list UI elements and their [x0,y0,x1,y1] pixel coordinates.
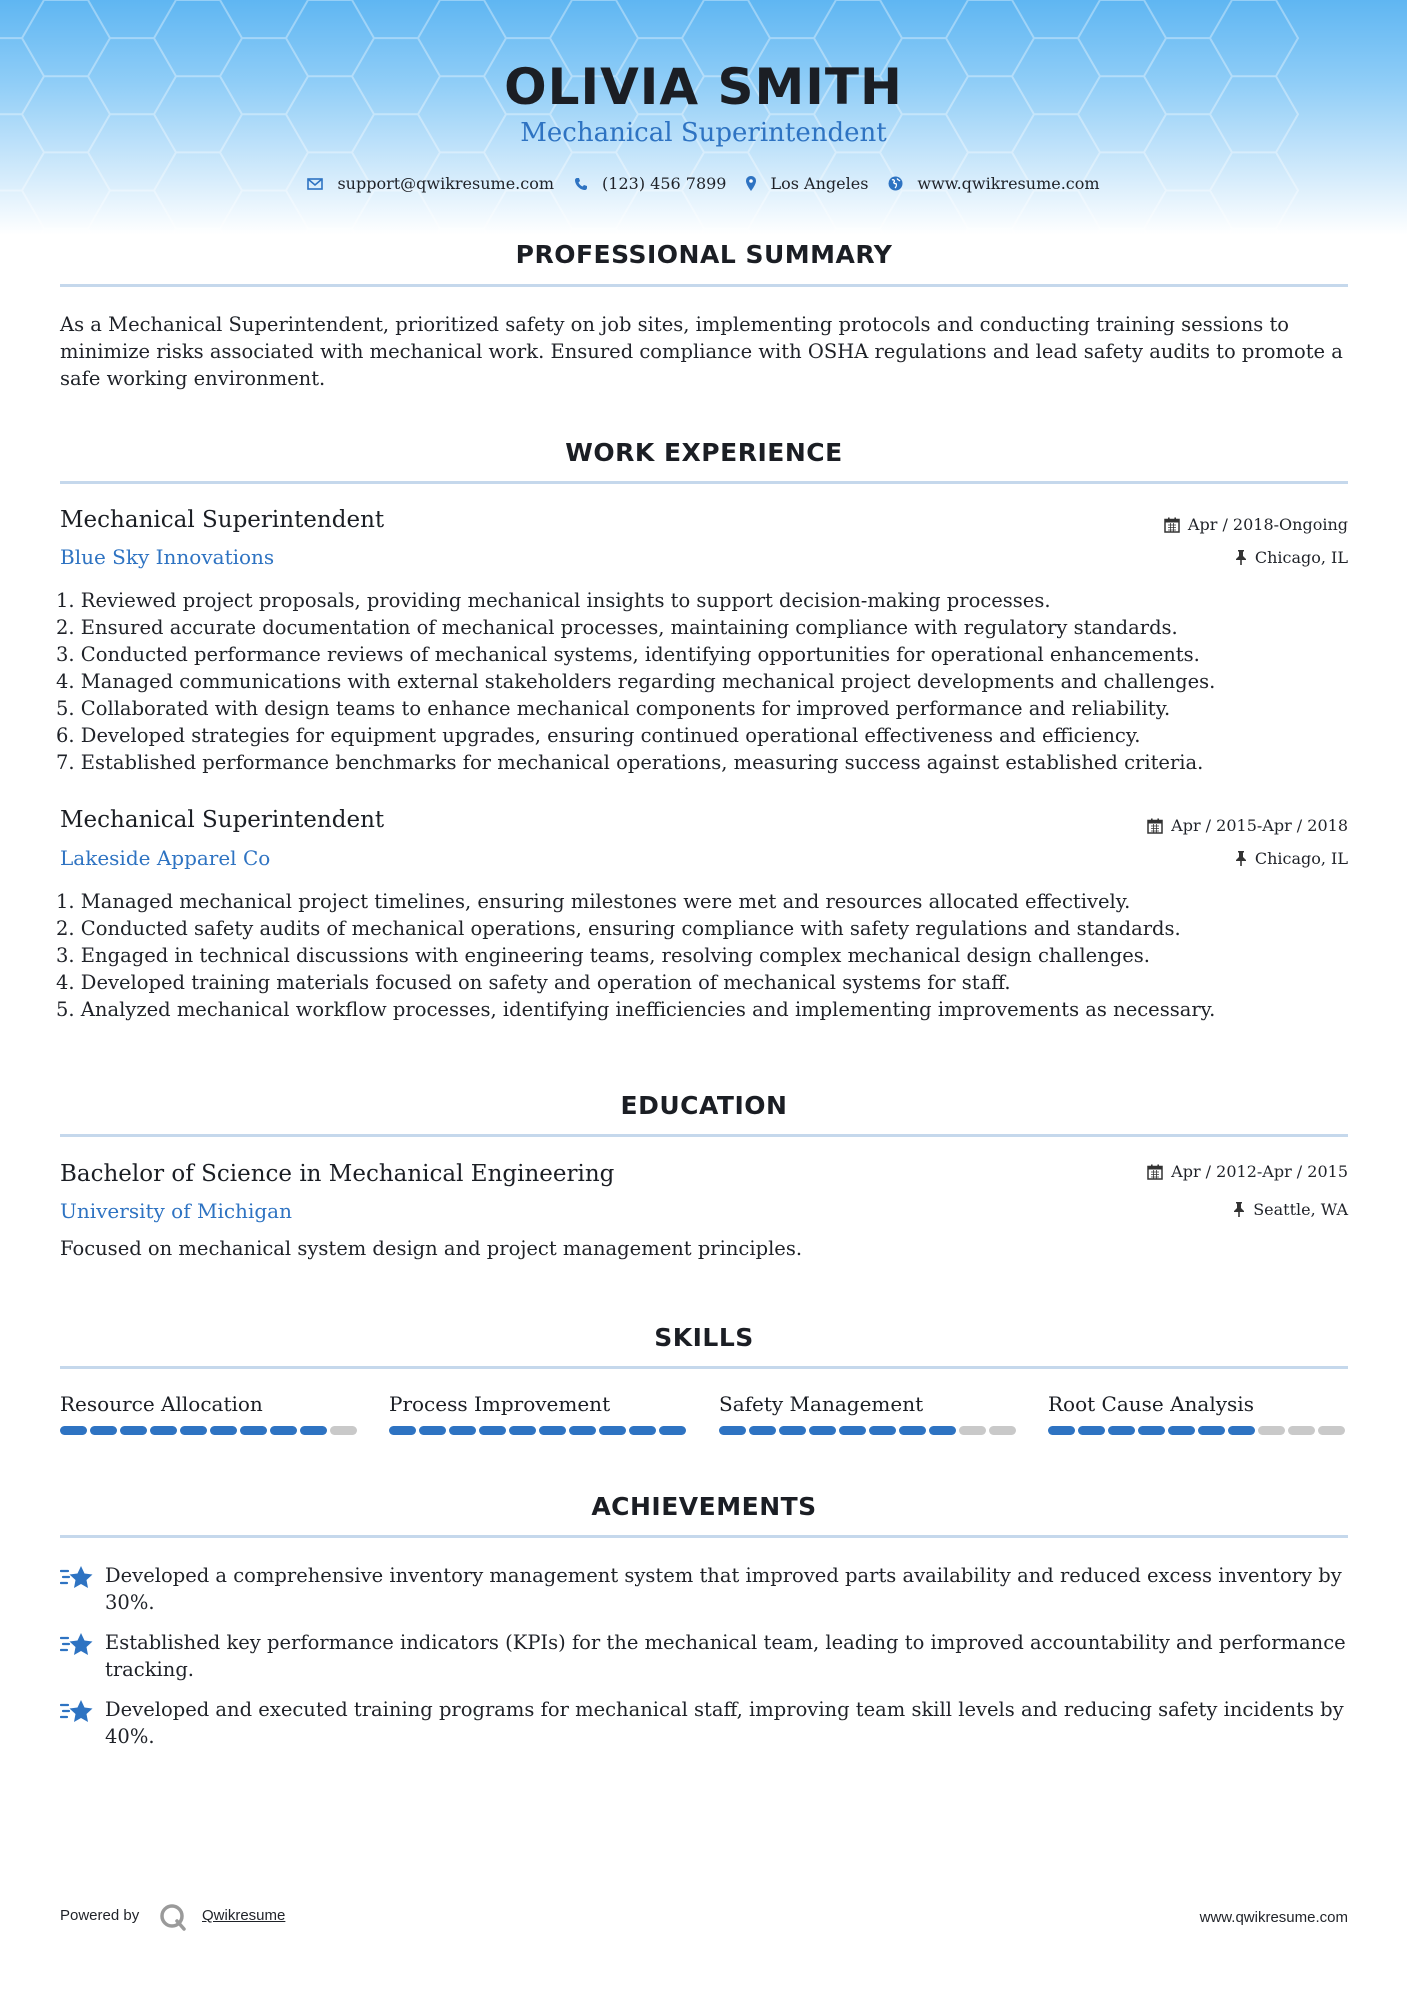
education-divider [60,1134,1348,1137]
calendar-icon [1147,818,1163,834]
experience-heading: WORK EXPERIENCE [565,438,843,467]
skill-name: Safety Management [719,1392,924,1416]
envelope-icon [307,178,323,190]
education-dates [1147,1162,1348,1181]
skill-dot-filled [929,1426,956,1435]
skill-dot-filled [120,1426,147,1435]
skill-dot-filled [479,1426,506,1435]
skill-dot-empty [989,1426,1016,1435]
location-text: Los Angeles [770,174,869,193]
education-description: Focused on mechanical system design and project management principles. [60,1237,803,1260]
job-responsibilities [56,587,1356,776]
company-name: Blue Sky Innovations [60,545,275,569]
list-item: 4. Managed communications with external stakeholders regarding mechanical project developments and challenges. [56,670,1216,693]
skill-dot-filled [869,1426,896,1435]
skill-dot-filled [509,1426,536,1435]
skill-dot-filled [899,1426,926,1435]
skill-dot-filled [1198,1426,1225,1435]
list-item: 1. Reviewed project proposals, providing mechanical insights to support decision-making processes. [56,589,1051,612]
education-dates-text: Apr / 2012-Apr / 2015 [1171,1162,1348,1181]
skill-item [60,1392,360,1435]
skill-name: Root Cause Analysis [1048,1392,1254,1416]
skill-dot-filled [449,1426,476,1435]
map-pin-icon [746,176,756,191]
contact-email[interactable] [307,174,554,193]
list-item: 3. Conducted performance reviews of mechanical systems, identifying opportunities for operational enhancements. [56,643,1200,666]
list-item: 5. Collaborated with design teams to enhance mechanical components for improved performance and reliability. [56,697,1171,720]
skill-dot-empty [959,1426,986,1435]
job-responsibilities [56,888,1356,1023]
candidate-title: Mechanical Superintendent [520,118,887,148]
contact-location [746,174,868,193]
candidate-name: OLIVIA SMITH [504,58,903,116]
job-dates [1164,515,1348,534]
skill-dot-filled [719,1426,746,1435]
pushpin-icon [1235,550,1247,565]
qwikresume-logo-icon [158,1902,190,1932]
skill-item [719,1392,1019,1435]
skill-dot-filled [659,1426,686,1435]
skill-dot-filled [150,1426,177,1435]
list-item: 1. Managed mechanical project timelines, ensuring milestones were met and resources allocated effectively. [56,890,1131,913]
job-dates-text: Apr / 2018-Ongoing [1187,515,1348,534]
pushpin-icon [1233,1202,1245,1217]
footer [60,1902,1348,1932]
job-title: Mechanical Superintendent [60,507,385,533]
skill-dot-filled [839,1426,866,1435]
skill-dot-filled [180,1426,207,1435]
skill-dot-empty [1288,1426,1315,1435]
skill-dot-filled [539,1426,566,1435]
skills-heading: SKILLS [654,1323,754,1352]
education-heading: EDUCATION [620,1091,788,1120]
list-item: 7. Established performance benchmarks for mechanical operations, measuring success against established criteria. [56,751,1204,774]
contact-phone[interactable] [574,174,726,193]
list-item: 3. Engaged in technical discussions with engineering teams, resolving complex mechanical design challenges. [56,944,1150,967]
website-text: www.qwikresume.com [917,174,1100,193]
job-location-text: Chicago, IL [1254,548,1348,567]
globe-icon [888,176,903,191]
phone-icon [574,177,588,191]
achievements-divider [60,1535,1348,1538]
education-location-text: Seattle, WA [1253,1200,1348,1219]
star-icon [60,1564,94,1592]
company-name: Lakeside Apparel Co [60,846,271,870]
skill-dot-filled [1228,1426,1255,1435]
list-item: 2. Ensured accurate documentation of mechanical processes, maintaining compliance with regulatory standards. [56,616,1178,639]
skill-dot-filled [629,1426,656,1435]
job-location-text: Chicago, IL [1254,849,1348,868]
star-icon [60,1631,94,1659]
list-item: 4. Developed training materials focused on safety and operation of mechanical systems for staff. [56,971,1011,994]
skill-dot-filled [210,1426,237,1435]
summary-heading: PROFESSIONAL SUMMARY [515,240,893,269]
skill-item [389,1392,689,1435]
brand-link[interactable]: Qwikresume [202,1907,286,1924]
achievement-item [60,1562,1350,1616]
list-item: 6. Developed strategies for equipment upgrades, ensuring continued operational effectiveness and efficiency. [56,724,1141,747]
skill-dot-filled [300,1426,327,1435]
skill-dot-filled [599,1426,626,1435]
skill-dot-empty [330,1426,357,1435]
contact-website[interactable] [888,174,1099,193]
pushpin-icon [1235,851,1247,866]
skill-dot-filled [1168,1426,1195,1435]
school-name: University of Michigan [60,1199,292,1223]
email-text: support@qwikresume.com [337,174,555,193]
achievement-text: Established key performance indicators (KPIs) for the mechanical team, leading to improved accountability and performance tracking. [105,1631,1346,1681]
skill-dot-filled [90,1426,117,1435]
contact-bar [0,174,1407,193]
powered-by-label: Powered by [60,1907,140,1924]
achievements-heading: ACHIEVEMENTS [591,1492,817,1521]
skill-dot-filled [1108,1426,1135,1435]
experience-divider [60,481,1348,484]
skill-dot-filled [240,1426,267,1435]
job-title: Mechanical Superintendent [60,807,385,833]
calendar-icon [1147,1164,1163,1180]
footer-website-link[interactable]: www.qwikresume.com [1199,1909,1348,1926]
skill-dot-filled [779,1426,806,1435]
skill-dot-filled [1048,1426,1075,1435]
job-location [1235,548,1348,567]
achievement-item [60,1629,1350,1683]
job-location [1235,849,1348,868]
degree-title: Bachelor of Science in Mechanical Engineering [60,1161,615,1187]
skill-dot-filled [1078,1426,1105,1435]
skill-dot-filled [419,1426,446,1435]
skill-dot-filled [1138,1426,1165,1435]
skill-name: Process Improvement [389,1392,611,1416]
skill-dot-filled [749,1426,776,1435]
skill-dot-filled [389,1426,416,1435]
skill-dot-filled [569,1426,596,1435]
star-icon [60,1698,94,1726]
skill-dot-filled [60,1426,87,1435]
skill-rating [1048,1426,1348,1435]
phone-text: (123) 456 7899 [602,174,727,193]
achievement-item [60,1696,1350,1750]
education-location [1233,1200,1348,1219]
skills-divider [60,1366,1348,1369]
skill-rating [719,1426,1019,1435]
summary-text: As a Mechanical Superintendent, prioritized safety on job sites, implementing protocols and conducting training sessions to minimize risks associated with mechanical work. Ensured compliance with OSHA regulations and lead safety audits to promote a safe working environment. [60,313,1343,390]
skill-rating [389,1426,689,1435]
list-item: 2. Conducted safety audits of mechanical operations, ensuring compliance with safety regulations and standards. [56,917,1181,940]
achievement-text: Developed and executed training programs for mechanical staff, improving team skill levels and reducing safety incidents by 40%. [105,1698,1344,1748]
job-dates-text: Apr / 2015-Apr / 2018 [1171,816,1348,835]
summary-divider [60,284,1348,287]
skill-dot-empty [1258,1426,1285,1435]
skill-dot-filled [270,1426,297,1435]
skill-name: Resource Allocation [60,1392,263,1416]
skill-item [1048,1392,1348,1435]
calendar-icon [1164,517,1180,533]
list-item: 5. Analyzed mechanical workflow processes, identifying inefficiencies and implementing improvements as necessary. [56,998,1216,1021]
skill-rating [60,1426,360,1435]
job-dates [1147,816,1348,835]
skill-dot-filled [809,1426,836,1435]
skill-dot-empty [1318,1426,1345,1435]
achievement-text: Developed a comprehensive inventory management system that improved parts availability and reduced excess inventory by 30%. [105,1564,1342,1614]
